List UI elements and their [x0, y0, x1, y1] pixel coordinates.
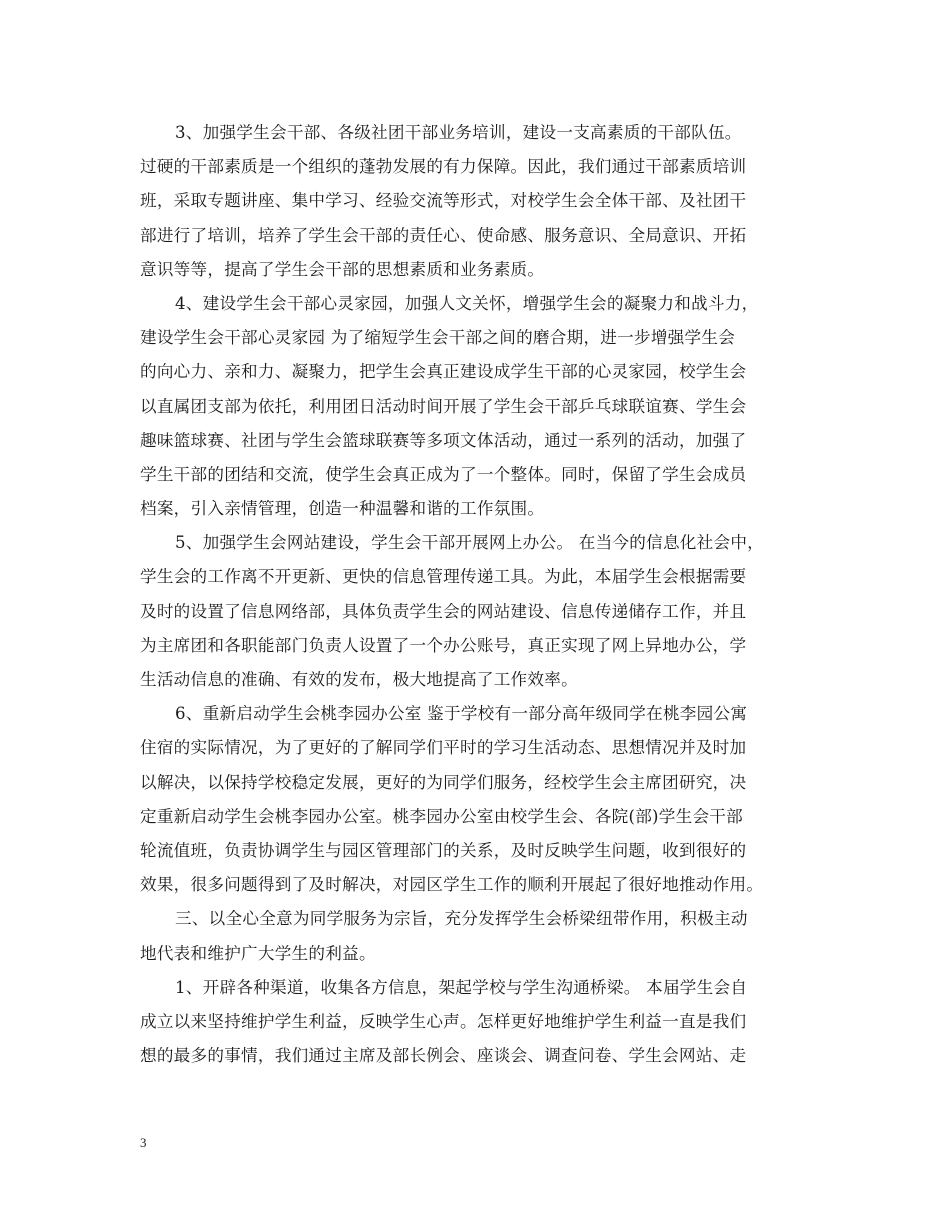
- text-line: 成立以来坚持维护学生利益，反映学生心声。怎样更好地维护学生利益一直是我们: [140, 1011, 747, 1031]
- text-line: 趣味篮球赛、社团与学生会篮球联赛等多项文体活动，通过一系列的活动，加强了: [140, 430, 747, 450]
- text-line: 想的最多的事情，我们通过主席及部长例会、座谈会、调查问卷、学生会网站、走: [140, 1046, 747, 1066]
- text-line: 3、加强学生会干部、各级社团干部业务培训，建设一支高素质的干部队伍。: [175, 123, 742, 142]
- text-line: 住宿的实际情况，为了更好的了解同学们平时的学习生活动态、思想情况并及时加: [140, 738, 747, 758]
- text-line: 定重新启动学生会桃李园办公室。桃李园办公室由校学生会、各院(部)学生会干部: [140, 806, 743, 826]
- text-line: 轮流值班，负责协调学生与园区管理部门的关系，及时反映学生问题，收到很好的: [140, 840, 747, 860]
- text-line: 部进行了培训，培养了学生会干部的责任心、使命感、服务意识、全局意识、开拓: [140, 225, 747, 245]
- text-line: 学生干部的团结和交流，使学生会真正成为了一个整体。同时，保留了学生会成员: [140, 464, 747, 484]
- text-line: 生活动信息的准确、有效的发布，极大地提高了工作效率。: [140, 670, 578, 689]
- text-line: 过硬的干部素质是一个组织的蓬勃发展的有力保障。因此，我们通过干部素质培训: [140, 157, 747, 177]
- page-number: 3: [140, 1135, 147, 1150]
- text-line: 6、重新启动学生会桃李园办公室 鉴于学校有一部分高年级同学在桃李园公寓: [175, 704, 748, 724]
- text-line: 以解决，以保持学校稳定发展，更好的为同学们服务，经校学生会主席团研究，决: [140, 772, 747, 792]
- text-line: 地代表和维护广大学生的利益。: [140, 943, 376, 963]
- text-line: 以直属团支部为依托，利用团日活动时间开展了学生会干部乒乓球联谊赛、学生会: [140, 396, 747, 416]
- text-line: 1、开辟各种渠道，收集各方信息，架起学校与学生沟通桥梁。 本届学生会自: [175, 977, 748, 997]
- text-line: 档案，引入亲情管理，创造一种温馨和谐的工作氛围。: [140, 499, 545, 519]
- text-line: 及时的设置了信息网络部，具体负责学生会的网站建设、信息传递储存工作，并且: [140, 601, 747, 621]
- text-line: 4、建设学生会干部心灵家园，加强人文关怀，增强学生会的凝聚力和战斗力，: [175, 293, 759, 313]
- text-line: 的向心力、亲和力、凝聚力，把学生会真正建设成学生干部的心灵家园，校学生会: [140, 362, 747, 382]
- text-line: 5、加强学生会网站建设，学生会干部开展网上办公。 在当今的信息化社会中，: [175, 533, 765, 553]
- text-line: 意识等等，提高了学生会干部的思想素质和业务素质。: [140, 259, 545, 279]
- text-line: 为主席团和各职能部门负责人设置了一个办公账号，真正实现了网上异地办公，学: [140, 635, 747, 655]
- text-line: 三、以全心全意为同学服务为宗旨，充分发挥学生会桥梁纽带作用，积极主动: [175, 909, 748, 929]
- text-line: 班，采取专题讲座、集中学习、经验交流等形式，对校学生会全体干部、及社团干: [140, 191, 747, 211]
- document-body: [140, 116, 818, 1073]
- text-line: 学生会的工作离不开更新、更快的信息管理传递工具。为此，本届学生会根据需要: [140, 567, 747, 587]
- text-line: 建设学生会干部心灵家园 为了缩短学生会干部之间的磨合期，进一步增强学生会: [140, 328, 736, 348]
- text-line: 效果，很多问题得到了及时解决，对园区学生工作的顺利开展起了很好地推动作用。: [140, 875, 764, 895]
